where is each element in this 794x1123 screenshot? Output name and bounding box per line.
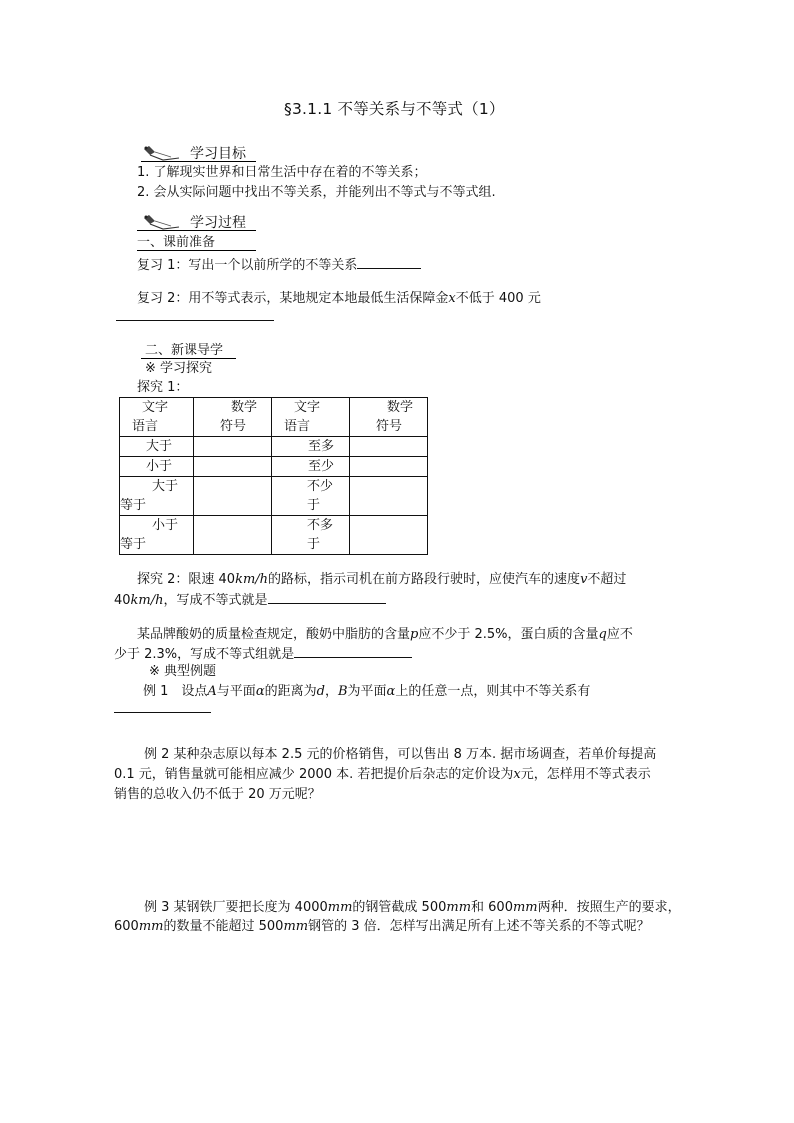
explore-1-label: 探究 1： [137,380,189,395]
explore-2-blank [268,591,386,604]
example-1 [143,683,590,701]
ex3-text-a: 例 3 某钢铁厂要把长度为 4000 [144,900,328,915]
speed-unit: km/h [130,593,164,608]
ex2-var-x: x [513,767,521,782]
review-2-text: 复习 2：用不等式表示，某地规定本地最低生活保障金 [137,291,449,306]
speed-var: v [580,572,588,587]
examples-heading: ※ 典型例题 [149,664,217,679]
ex1-alpha: α [386,684,396,699]
explore-2-line-1 [137,571,626,589]
table-cell-empty [350,516,428,555]
ex3-unit: mm [327,900,353,915]
prep-heading: 一、课前准备 [137,235,216,250]
review-2-blank [116,312,274,321]
ex2-text-b: 元，怎样用不等式表示 [520,767,651,782]
process-heading: 学习过程 [190,215,246,231]
yogurt-text-a: 某品牌酸奶的质量检查规定，酸奶中脂肪的含量 [137,627,411,642]
ex3-text-f: 的数量不能超过 500 [163,919,284,934]
table-header-cell: 文字 语言 [272,398,350,437]
table-row [120,516,428,555]
example-3-line-1 [144,899,681,917]
explore-2-text-a: 探究 2：限速 40 [137,572,236,587]
yogurt-var-q: q [598,627,607,642]
ex1-text-g: 上的任意一点，则其中不等关系有 [395,684,591,699]
yogurt-text-c: 应不 [606,627,633,642]
table-row [120,437,428,457]
table-cell-empty [350,437,428,457]
table-row [120,477,428,516]
table-header-row [120,398,428,437]
table-cell-empty [194,516,272,555]
table-cell-empty [194,457,272,477]
ex1-text-a: 例 1 设点 [143,684,208,699]
ex1-text-b: 与平面 [216,684,256,699]
table-cell: 不多 于 [272,516,350,555]
table-header-cell: 文字 语言 [120,398,194,437]
goal-item-2: 2. 会从实际问题中找出不等关系，并能列出不等式与不等式组. [137,185,496,200]
example-2-line-2 [114,766,651,784]
speed-unit: km/h [235,572,269,587]
yogurt-text-d: 少于 2.3%，写成不等式组就是 [114,647,295,662]
table-cell: 不少 于 [272,477,350,516]
explore-2-text-e: ，写成不等式就是 [163,593,268,608]
ex3-unit: mm [446,900,472,915]
table-cell: 大于 [120,437,194,457]
yogurt-blank [294,645,412,658]
table-header-cell: 数学 符号 [350,398,428,437]
review-2-tail: 不低于 400 元 [455,291,541,306]
ex3-text-b: 的钢管截成 500 [352,900,447,915]
goals-heading: 学习目标 [190,146,246,162]
ex1-d: d [316,684,325,699]
table-cell-empty [194,477,272,516]
table-header-cell: 数学 符号 [194,398,272,437]
ex3-text-g: 钢管的 3 倍．怎样写出满足所有上述不等关系的不等式呢？ [308,919,650,934]
review-2 [137,290,541,308]
table-cell: 小于 [120,457,194,477]
example-2-line-1: 例 2 某种杂志原以每本 2.5 元的价格销售，可以售出 8 万本. 据市场调查，若单价每提高 [144,747,657,762]
yogurt-line-1 [137,626,633,644]
table-cell-empty [194,437,272,457]
ex3-text-c: 和 600 [471,900,513,915]
ex1-point-b: B [337,684,348,699]
page-title: §3.1.1 不等关系与不等式（1） [284,100,505,118]
review-1-text: 复习 1：写出一个以前所学的不等关系 [137,258,358,273]
ex3-text-d: 两种．按照生产的要求， [537,900,681,915]
example-3-line-2 [114,918,650,936]
table-cell: 至少 [272,457,350,477]
table-cell: 大于 等于 [120,477,194,516]
ex3-unit: mm [283,919,309,934]
explore-2-text-d: 40 [114,593,131,608]
ex1-text-c: 的距离为 [264,684,317,699]
review-1 [137,256,421,275]
explore-2-line-2 [114,591,386,610]
new-lesson-heading: 二、新课导学 [145,343,224,358]
example-2-line-3: 销售的总收入仍不低于 20 万元呢？ [114,787,321,802]
table-cell: 至多 [272,437,350,457]
explore-heading: ※ 学习探究 [145,361,213,376]
ex1-point-a: A [207,684,217,699]
ex2-text-a: 0.1 元，销售量就可能相应减少 2000 本. 若把提价后杂志的定价设为 [114,767,514,782]
ex3-unit: mm [138,919,164,934]
review-2-var: x [448,291,456,306]
explore-2-text-c: 不超过 [587,572,627,587]
ex3-unit: mm [512,900,538,915]
review-1-blank [357,256,421,269]
example-1-blank [114,704,211,713]
table-row [120,457,428,477]
ex3-text-e: 600 [114,919,139,934]
inequality-symbol-table [119,397,428,555]
yogurt-text-b: 应不少于 2.5%，蛋白质的含量 [418,627,599,642]
ex1-text-f: 为平面 [347,684,387,699]
yogurt-line-2 [114,645,412,664]
goal-item-1: 1. 了解现实世界和日常生活中存在着的不等关系； [137,165,427,180]
ex1-alpha: α [255,684,265,699]
ex1-text-e: ， [324,684,338,699]
table-cell-empty [350,477,428,516]
yogurt-var-p: p [410,627,419,642]
table-cell: 小于 等于 [120,516,194,555]
explore-2-text-b: 的路标，指示司机在前方路段行驶时，应使汽车的速度 [268,572,581,587]
table-cell-empty [350,457,428,477]
